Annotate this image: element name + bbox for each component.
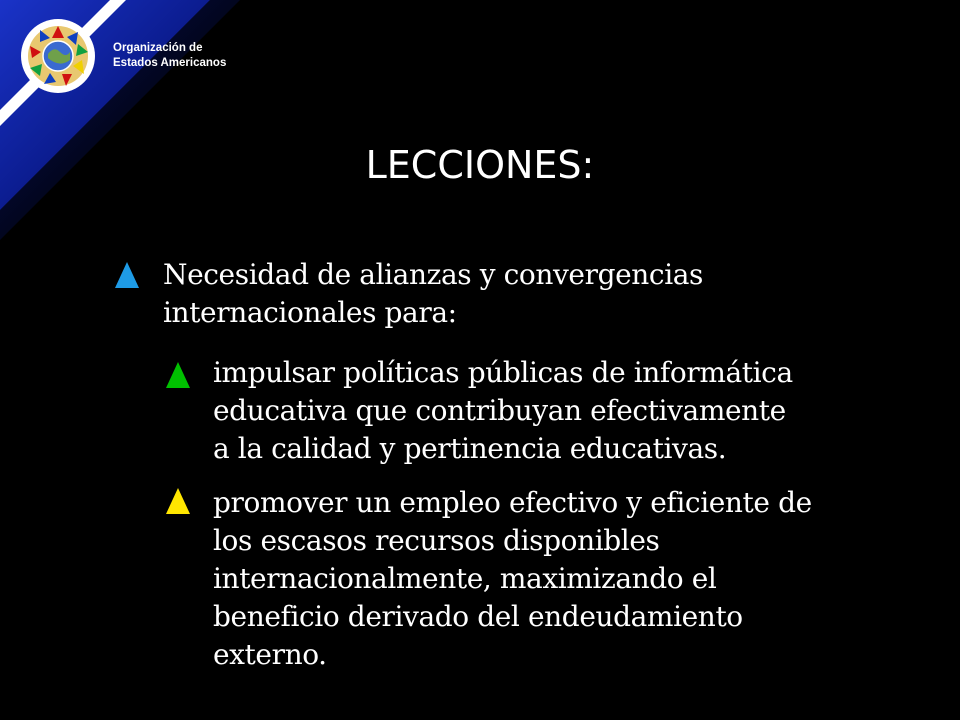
bullet-line: los escasos recursos disponibles	[213, 524, 660, 557]
org-name	[113, 41, 226, 71]
bullet-line: beneficio derivado del endeudamiento	[213, 600, 743, 633]
bullet-line: impulsar políticas públicas de informática	[213, 356, 793, 389]
org-name-line-1: Organización de	[113, 42, 203, 54]
bullet-line: a la calidad y pertinencia educativas.	[213, 432, 727, 465]
org-name-line-2: Estados Americanos	[113, 57, 227, 69]
oas-seal-logo	[20, 18, 96, 94]
bullet-resources	[213, 484, 812, 674]
bullet-line: internacionalmente, maximizando el	[213, 562, 717, 595]
bullet-line: internacionales para:	[163, 296, 457, 329]
bullet-line: educativa que contribuyan efectivamente	[213, 394, 786, 427]
bullet-public-policies	[213, 354, 793, 468]
bullet-line: externo.	[213, 638, 327, 671]
bullet-alliances	[163, 256, 703, 332]
bullet-line: promover un empleo efectivo y eficiente de	[213, 486, 812, 519]
slide-title: LECCIONES:	[365, 143, 595, 187]
triangle-icon	[166, 362, 190, 388]
triangle-icon	[115, 262, 139, 288]
bullet-line: Necesidad de alianzas y convergencias	[163, 258, 704, 291]
triangle-icon	[166, 488, 190, 514]
